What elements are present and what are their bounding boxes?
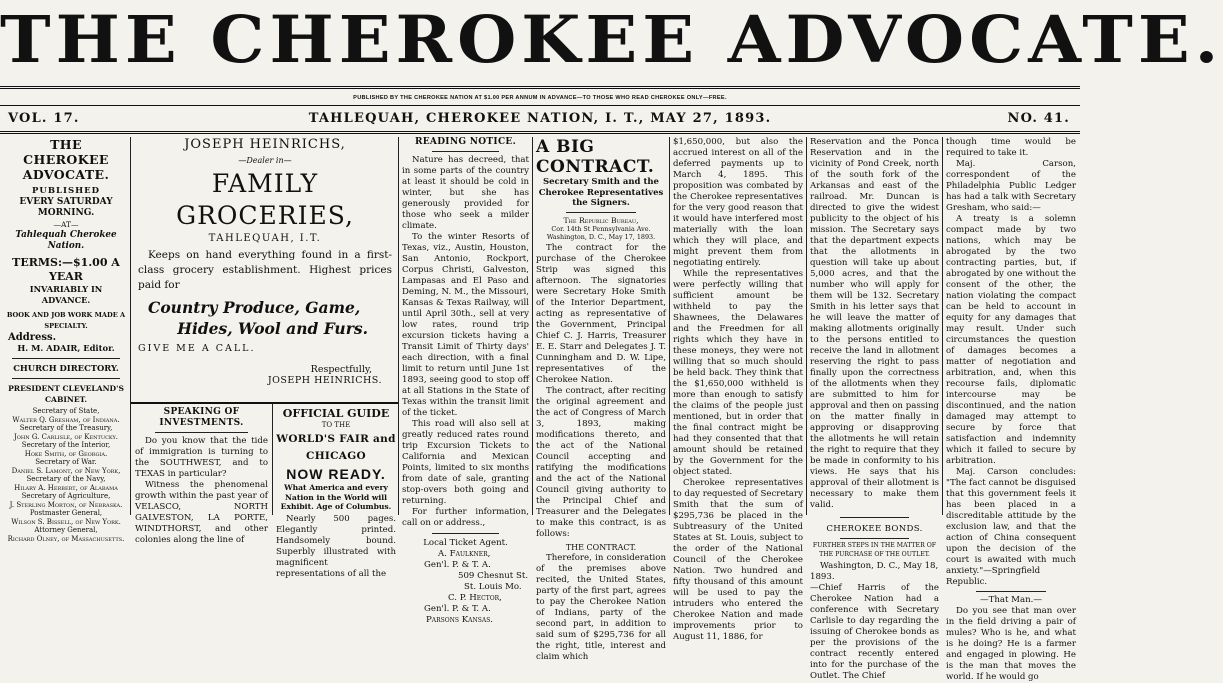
dealer-label: —Dealer in— [238,156,292,165]
ad-call-to-action: GIVE ME A CALL. [138,343,256,354]
place-and-date: TAHLEQUAH, CHEROKEE NATION, I. T., MAY 27, 1893. [308,111,772,126]
masthead [0,0,1223,82]
cabinet-office: Postmaster General, [29,509,103,517]
cabinet-member: J. Sterling Morton, of Nebraska. [9,500,123,509]
that-man-paragraph: Do you see that man over in the field driving a pair of mules? Who is he, and what is he doing? He is a farmer and engaged in plowing. He is the man that moves the world. If he would go [946,606,1076,682]
volume-number: VOL. 17. [8,111,80,126]
publishing-schedule: EVERY SATURDAY MORNING. [19,197,113,218]
divider [155,432,248,433]
treaty-paragraph: A treaty is a solemn compact made by two nations, which may be abrogated by the two contracting parties, but, if abrogated by one without the consent of the other, the nation violating the compact can be held to account in equity for any damages that may result. Under such circumstances the question of damages becomes a matter of negotiation and arbitration, and, when this recourse fails, diplomatic intercourse may be discontinued, and the nation damaged may attempt to secure by force that satisfaction and indemnity which it failed to secure by arbitration. [946,214,1076,466]
contract-paragraph: While the representatives were perfectly willing that sufficient amount be withheld to pay the Shawnees, the Delawares and the Freedmen for all rights which they have in these moneys, they were not willing that so much should be held back. They think that the $1,650,000 withheld is more than enough to satisfy the claims of the people just mentioned, but in order that the final contract might be had they consented that that amount should be retained by the Government for the object stated. [673,269,803,477]
grocery-advertisement [134,137,396,402]
guide-heading: OFFICIAL GUIDE [282,407,390,420]
editor-name: H. M. ADAIR, Editor. [17,343,115,353]
cabinet-office: Secretary of the Navy, [26,475,106,483]
cabinet-office: Attorney General, [34,526,98,534]
agent-address: 509 Chesnut St. [458,571,529,581]
agent-name: A. Faulkner, [438,549,491,559]
payment-terms: INVARIABLY IN ADVANCE. [29,284,103,305]
that-man-heading: —That Man.— [980,595,1042,605]
guide-description: Nearly 500 pages. Elegantly printed. Handsomely bound. Superbly illustrated with magnificent representations of all the [276,513,396,579]
divider [432,533,499,534]
ad-headline: FAMILY GROCERIES, [176,169,354,230]
subscription-terms: TERMS:—$1.00 A YEAR [12,256,120,283]
investments-paragraph: Do you know that the tide of immigration is turning to the SOUTHWEST, and to TEXAS in particular? [135,436,268,479]
bonds-heading: CHEROKEE BONDS. [826,524,923,534]
cabinet-member: Daniel S. Lamont, of New York, [11,466,121,475]
contract-headline: A BIG CONTRACT. [536,137,655,177]
bonds-paragraph: —Chief Harris of the Cherokee Nation had a conference with Secretary Carlisle to day regarding the issuing of Cherokee bonds as per the provisions of the contract recently entered into for the purchase of the Outlet. The Chief [810,583,939,681]
column-contract-continued [673,137,803,642]
column-divider [272,404,273,515]
column-paper-info [6,137,126,543]
contract-paragraph: The contract for the purchase of the Cherokee Strip was signed this afternoon. The signatories were Secretary Hoke Smith of the Interior Department, acting as representative of the Government, Principal Chief C. J. Harris, Treasurer E. E. Starr and Delegates J. T. Cunningham and D. W. Lipe, representatives of the Cherokee Nation. [536,242,666,385]
divider [840,517,909,518]
publication-location: Tahlequah Cherokee Nation. [15,230,117,251]
agent-address: St. Louis Mo. [464,582,522,592]
cabinet-member: John G. Carlisle, of Kentucky. [13,432,119,441]
cabinet-office: Secretary of State, [32,407,100,415]
newspaper-title: THE CHEROKEE ADVOCATE. [0,2,1223,78]
cabinet-heading: PRESIDENT CLEVELAND'S CABINET. [8,384,124,404]
agent-title: Gen'l. P. & T. A. [424,604,491,614]
treaty-paragraph: though time would be required to take it. [946,137,1076,158]
publisher-note: PUBLISHED BY THE CHEROKEE NATION AT $1.00 PER ANNUM IN ADVANCE—TO THOSE WHO READ CHEROKEE ONLY—FREE. [353,95,727,101]
guide-title: WORLD'S FAIR and CHICAGO [276,433,396,462]
bureau-name: The Republic Bureau, [563,215,639,225]
notice-paragraph: To the winter Resorts of Texas, viz., Austin, Houston, San Antonio, Rockport, Corpus Christi, Galveston, Lampasas and El Paso and Deming, N. M., the Missouri, Kansas & Texas Railway, will until April 30th., sell at very low rates, round trip excursion tickets having a Transit Limit of Thirty days' each direction, with a final limit to return until June 1st 1893, seeing good to stop off at all Stations in the State of Texas within the transit limit of the ticket. [402,232,529,418]
dateline-rule-top [0,105,1080,106]
divider [566,212,636,213]
column-investments [135,407,268,545]
agent-heading: Local Ticket Agent. [423,538,508,548]
contract-paragraph: $1,650,000, but also the accrued interest on all of the deferred payments up to March 4, 1895. This proposition was combated by the Cherokee representatives for the very good reason that it would have interfered most materially with the loan which they will place, and might prevent them from negotiating entirely. [673,137,803,268]
contract-section-heading: THE CONTRACT. [565,542,637,552]
bureau-address: Cor. 14th St Pennsylvania Ave. [551,224,651,233]
column-big-contract [536,137,666,662]
divider [12,378,120,379]
cabinet-office: Secretary of the Treasury, [19,424,113,432]
bureau-date: Washington, D. C., May 17, 1893. [546,232,656,241]
cabinet-member: Hoke Smith, of Georgia. [24,449,108,458]
cabinet-office: Secretary of the Interior, [21,441,111,449]
column-divider [532,137,533,515]
issue-number: NO. 41. [1007,111,1070,126]
column-divider [398,137,399,515]
bonds-subheading: FURTHER STEPS IN THE MATTER OF THE PURCHASE OF THE OUTLET. [812,542,937,558]
masthead-rule [0,86,1080,89]
cabinet-member: Richard Olney, of Massachusetts. [7,534,125,543]
investments-paragraph: Witness the phenomenal growth within the past year of VELASCO, NORTH GALVESTON, LA PORTE, WINDTHORST, and other colonies along the line of [135,480,268,545]
advertiser-name: JOSEPH HEINRICHS, [184,137,346,152]
cabinet-member: Hilary A. Herbert, of Alabama [14,483,118,492]
ad-location: TAHLEQUAH, I.T. [208,233,322,244]
treaty-paragraph: Maj. Carson concludes: "The fact cannot be disguised that this government feels it has been placed in a discreditable attitude by the exclusion law, and that the action of China consequent upon the decision of the court is awaited with much anxiety."—Springfield Republic. [946,467,1076,587]
treaty-paragraph: Maj. Carson, correspondent of the Philadelphia Public Ledger has had a talk with Secretary Gresham, who said:— [946,159,1076,213]
cabinet-list [6,407,126,543]
agent-name: C. P. Hector, [448,593,502,603]
dateline [0,109,1080,129]
agent-title: Gen'l. P. & T. A. [424,560,491,570]
contract-paragraph: The contract, after reciting the original agreement and the act of Congress of March 3, 1893, making modifications thereto, and the act of the National Council accepting and ratifying the modifications and the act of the National Council giving authority to the Principal Chief and Treasurer and the Delegates to make this contract, is as follows: [536,385,666,539]
agent-address: Parsons Kansas. [426,615,494,625]
allotment-paragraph: Reservation and the Ponca Reservation and in the vicinity of Pond Creek, north of the south fork of the Arkansas and east of the railroad. Mr. Duncan is directed to give the widest publicity to the object of his mission. The Secretary says that the department expects that the allotments in question will take up about 5,000 acres, and that the number who will apply for them will be 132. Secretary Smith in his letter says that he will leave the matter of making allotments originally to the persons entitled to receive the land in allotment reserving the right to pass finally upon the correctness of the allotments when they are submitted to him for approval and then on passing on the matter finally in approving or disapproving the allotments he will retain the right to require that they be made in conformity to his views. He says that his approval of their allotment is necessary to make them valid. [810,137,939,510]
column-treaty [946,137,1076,682]
job-work-notice: BOOK AND JOB WORK MADE A SPECIALTY. [6,311,126,330]
column-reading-notice [402,137,529,625]
column-divider [942,137,943,515]
at-label: —AT— [53,220,79,229]
reading-notice-heading: READING NOTICE. [414,137,516,147]
divider [976,591,1046,592]
notice-paragraph: This road will also sell at greatly reduced rates round trip Excursion Tickets to California and Mexican Points, limited to six months from date of sale, granting stop-overs both going and returning. [402,419,529,506]
paper-name: THE CHEROKEE ADVOCATE. [22,137,110,182]
ad-hides-line: Hides, Wool and Furs. [177,319,368,338]
column-divider [130,137,131,515]
church-directory-heading: CHURCH DIRECTORY. [13,363,119,373]
notice-paragraph: Nature has decreed, that in some parts of the country at least it should be cold in winter, but she has generously provided for those who seek a milder climate. [402,155,529,231]
cabinet-office: Secretary of War. [35,458,97,466]
divider [840,538,909,539]
column-allotments [810,137,939,681]
divider [432,151,499,152]
ad-closing: Respectfully, [310,364,372,375]
guide-tagline: What America and every Nation in the World will Exhibit. Age of Columbus. [280,483,392,511]
ad-signature: JOSEPH HEINRICHS. [267,375,382,386]
published-label: PUBLISHED [32,186,100,196]
ad-produce-line: Country Produce, Game, [148,298,361,317]
guide-to-the: TO THE [321,421,351,429]
address-label: Address. [8,332,57,343]
column-divider [806,137,807,515]
guide-ready: NOW READY. [286,466,386,482]
contract-paragraph: Therefore, in consideration of the premises above recited, the United States, party of the first part, agrees to pay the Cherokee Nation of Indians, party of the second part, in addition to said sum of $295,736 for all the right, title, interest and claim which [536,552,666,662]
cabinet-member: Wilson S. Bissell, of New York. [11,517,121,526]
ad-bottom-rule [131,402,398,404]
ad-body-text: Keeps on hand everything found in a first-class grocery establishment. Highest prices paid for [138,249,392,291]
investments-heading: SPEAKING OF INVESTMENTS. [159,407,244,428]
cabinet-member: Walter Q. Gresham, of Indiana. [12,415,120,424]
column-worlds-fair-guide [276,407,396,579]
bonds-date: Washington, D. C., May 18, 1893. [810,561,939,582]
column-divider [669,137,670,515]
notice-paragraph: For further information, call on or address., [402,507,529,528]
contract-paragraph: Cherokee representatives to day requested of Secretary Smith that the sum of $295,736 be placed in the Subtreasury of the United States at St. Louis, subject to the order of the National Council of the Cherokee Nation. Two hundred and fifty thousand of this amount will be used to pay the intruders who entered the Cherokee Nation and made improvements prior to August 11, 1886, for [673,478,803,642]
dateline-rule-bottom [0,131,1080,134]
contract-subheadline: Secretary Smith and the Cherokee Representatives the Signers. [538,177,664,208]
divider [12,358,120,359]
cabinet-office: Secretary of Agriculture, [21,492,111,500]
